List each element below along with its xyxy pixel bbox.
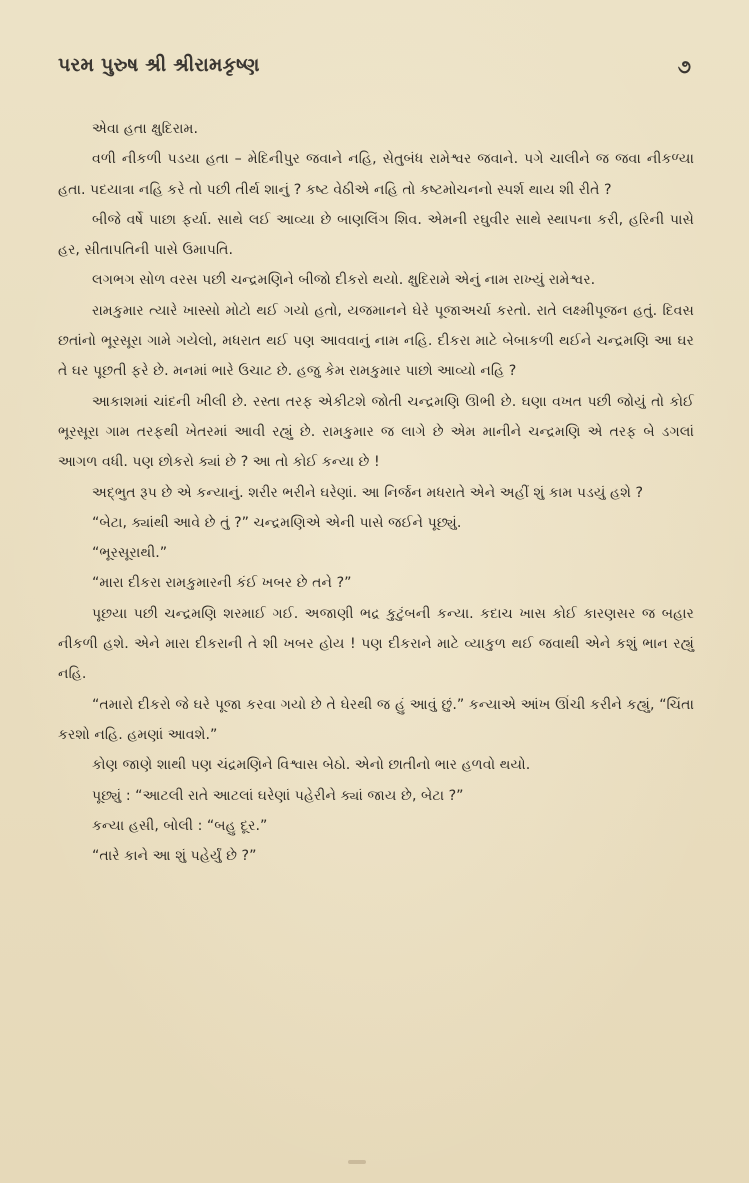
paragraph: “તારે કાને આ શું પહેર્યું છે ?” bbox=[92, 848, 257, 865]
paragraph: પૂછ્યું : “આટલી રાતે આટલાં ઘરેણાં પહેરીને ક્યાં જાય છે, બેટા ?” bbox=[92, 787, 464, 804]
paper-smudge bbox=[348, 1160, 366, 1164]
paragraph: “મારા દીકરા રામકુમારની કંઈ ખબર છે તને ?” bbox=[92, 575, 352, 592]
paragraph: કોણ જાણે શાથી પણ ચંદ્રમણિને વિશ્વાસ બેઠો. એનો છાતીનો ભાર હળવો થયો. bbox=[92, 757, 531, 774]
paragraph: પૂછયા પછી ચન્દ્રમણિ શરમાઈ ગઈ. અજાણી ભદ્ર કુટુંબની કન્યા. કદાચ ખાસ કોઈ કારણસર જ બહાર નીકળી હશે. એને મારા દીકરાની તે શી ખબર હોય ! પણ દીકરાને માટે વ્યાકુળ થઈ જવાથી એને કશું ભાન રહ્યું નહિ. bbox=[58, 605, 694, 683]
body-text bbox=[58, 114, 694, 871]
paragraph: એવા હતા ક્ષુદિરામ. bbox=[92, 121, 199, 137]
paragraph: “ભૂરસૂરાથી.” bbox=[92, 545, 168, 562]
paragraph: કન્યા હસી, બોલી : “બહુ દૂર.” bbox=[92, 817, 268, 834]
paragraph: અદ્ભુત રૂપ છે એ કન્યાનું. શરીર ભરીને ઘરેણાં. આ નિર્જન મધરાતે એને અહીં શું કામ પડયું હશે ? bbox=[92, 484, 644, 501]
paragraph: આકાશમાં ચાંદની ખીલી છે. રસ્તા તરફ એકીટશે જોતી ચન્દ્રમણિ ઊભી છે. ઘણા વખત પછી જોયું તો કોઈ ભૂરસૂરા ગામ તરફથી ખેતરમાં આવી રહ્યું છે. રામકુમાર જ લાગે છે એમ માનીને ચન્દ્રમણિ એ તરફ બે ડગલાં આગળ વધી. પણ છોકરો ક્યાં છે ? આ તો કોઈ કન્યા છે ! bbox=[58, 393, 694, 471]
paragraph: “તમારો દીકરો જે ઘરે પૂજા કરવા ગયો છે તે ઘેરથી જ હું આવું છું.” કન્યાએ આંખ ઊંચી કરીને કહ્યું, “ચિંતા કરશો નહિ. હમણાં આવશે.” bbox=[58, 696, 694, 743]
running-title: પરમ પુરુષ શ્રી શ્રીરામકૃષ્ણ bbox=[58, 54, 260, 76]
paragraph: લગભગ સોળ વરસ પછી ચન્દ્રમણિને બીજો દીકરો થયો. ક્ષુદિરામે એનું નામ રાખ્યું રામેશ્વર. bbox=[92, 272, 596, 289]
paragraph: રામકુમાર ત્યારે ખાસ્સો મોટો થઈ ગયો હતો, યજમાનને ઘેરે પૂજાઅર્ચા કરતો. રાતે લક્ષ્મીપૂજન હતું. દિવસ છતાંનો ભૂરસૂરા ગામે ગયેલો, મધરાત થઈ પણ આવવાનું નામ નહિ. દીકરા માટે બેબાકળી થઈને ચન્દ્રમણિ આ ઘર તે ઘર પૂછતી ફરે છે. મનમાં ભારે ઉચાટ છે. હજુ કેમ રામકુમાર પાછો આવ્યો નહિ ? bbox=[58, 302, 694, 380]
page-number: ૭ bbox=[677, 56, 691, 78]
paragraph: વળી નીકળી પડયા હતા – મેદિનીપુર જવાને નહિ, સેતુબંધ રામેશ્વર જવાને. પગે ચાલીને જ જવા નીકળ્યા હતા. પદયાત્રા નહિ કરે તો પછી તીર્થ શાનું ? કષ્ટ વેઠીએ નહિ તો કષ્ટમોચનનો સ્પર્શ થાય શી રીતે ? bbox=[58, 151, 694, 198]
paragraph: બીજે વર્ષે પાછા ફર્યા. સાથે લઈ આવ્યા છે બાણલિંગ શિવ. એમની રઘુવીર સાથે સ્થાપના કરી, હરિની પાસે હર, સીતાપતિની પાસે ઉમાપતિ. bbox=[58, 211, 694, 259]
paragraph: “બેટા, ક્યાંથી આવે છે તું ?” ચન્દ્રમણિએ એની પાસે જઈને પૂછ્યું. bbox=[92, 514, 462, 531]
